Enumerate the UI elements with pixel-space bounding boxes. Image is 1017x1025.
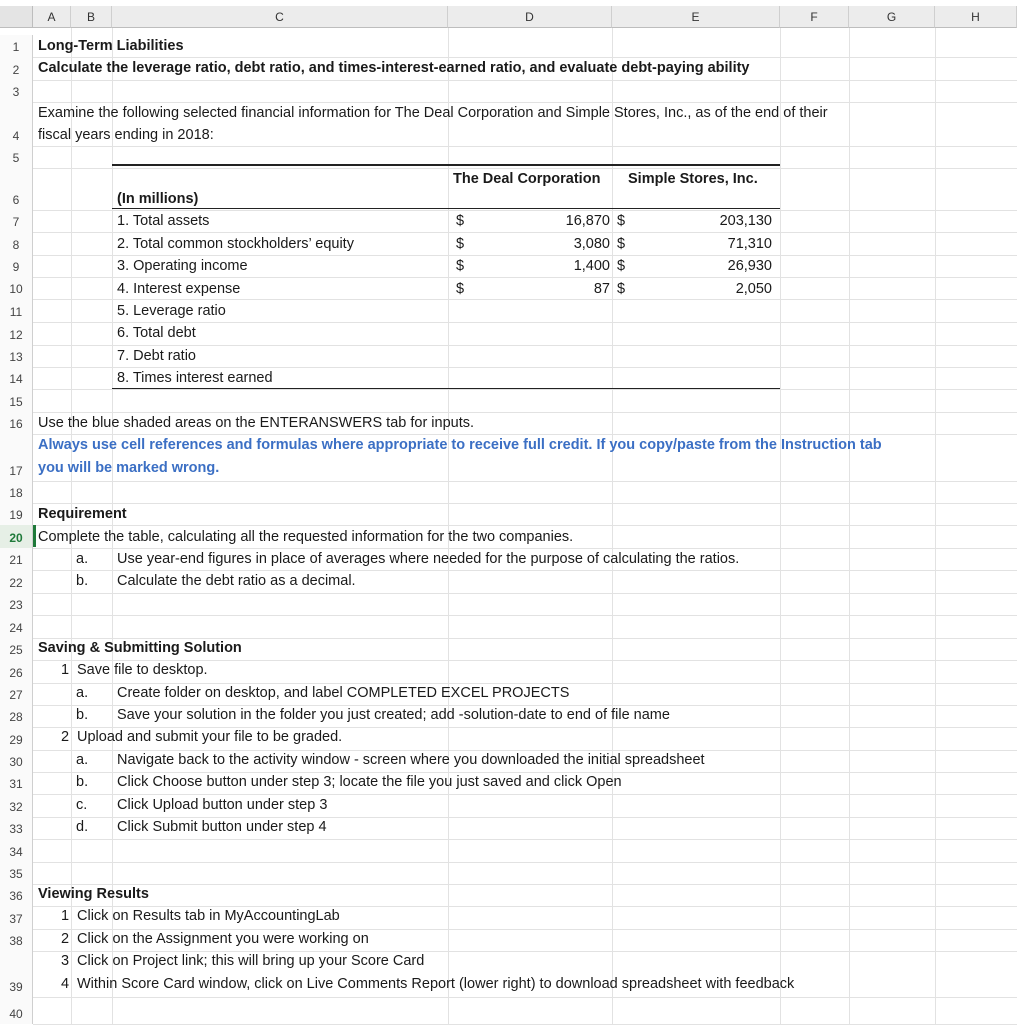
table-row-deal-currency[interactable]: $ — [456, 281, 465, 297]
table-row-label[interactable]: 2. Total common stockholders’ equity — [117, 236, 354, 252]
row-header-4[interactable]: 4 — [0, 102, 33, 146]
saving-step-2d-text[interactable]: Click Submit button under step 4 — [117, 819, 327, 835]
gridline-row-21 — [33, 570, 1017, 571]
row-header-37[interactable]: 37 — [0, 906, 33, 929]
table-row-label[interactable]: 4. Interest expense — [117, 281, 241, 297]
column-header-d[interactable]: D — [448, 6, 612, 28]
requirement-b-text[interactable]: Calculate the debt ratio as a decimal. — [117, 573, 356, 589]
gridline-row-6 — [33, 210, 1017, 211]
saving-step-1-num[interactable]: 1 — [61, 662, 70, 678]
gridline-col-5 — [849, 28, 850, 1024]
table-row-label[interactable]: 5. Leverage ratio — [117, 303, 226, 319]
gridline-row-3 — [33, 102, 1017, 103]
table-row-simple-currency[interactable]: $ — [617, 236, 626, 252]
saving-step-1a-text[interactable]: Create folder on desktop, and label COMPLETED EXCEL PROJECTS — [117, 685, 570, 701]
viewing-step-3-num[interactable]: 3 — [61, 953, 70, 969]
instruction-inputs[interactable]: Use the blue shaded areas on the ENTERANSWERS tab for inputs. — [38, 415, 475, 431]
gridline-row-4 — [33, 146, 1017, 147]
gridline-col-1 — [112, 28, 113, 1024]
row-header-10[interactable]: 10 — [0, 277, 33, 299]
gridline-col-4 — [780, 28, 781, 1024]
saving-step-1b-text[interactable]: Save your solution in the folder you just created; add -solution-date to end of file name — [117, 707, 670, 723]
table-row-simple-currency[interactable]: $ — [617, 213, 626, 229]
saving-step-2-num[interactable]: 2 — [61, 729, 70, 745]
viewing-step-3-text[interactable]: Click on Project link; this will bring up your Score Card — [77, 953, 425, 969]
saving-step-1b-label[interactable]: b. — [76, 707, 89, 723]
row-header-14[interactable]: 14 — [0, 367, 33, 389]
table-row-label[interactable]: 3. Operating income — [117, 258, 248, 274]
viewing-step-4-text[interactable]: Within Score Card window, click on Live Comments Report (lower right) to download spreadsheet with feedback — [77, 976, 795, 992]
gridline-col-3 — [612, 28, 613, 1024]
column-header-a[interactable]: A — [33, 6, 71, 28]
row-header-29[interactable]: 29 — [0, 727, 33, 750]
table-row-deal-value[interactable]: 3,080 — [573, 236, 610, 252]
row-header-23[interactable]: 23 — [0, 593, 33, 615]
table-row-label[interactable]: 8. Times interest earned — [117, 370, 273, 386]
requirement-a-label[interactable]: a. — [76, 551, 89, 567]
column-header-f[interactable]: F — [780, 6, 849, 28]
row-header-17[interactable]: 17 — [0, 434, 33, 481]
sheet-subtitle[interactable]: Calculate the leverage ratio, debt ratio, and times-interest-earned ratio, and evaluate debt-paying ability — [38, 60, 750, 76]
row-header-34[interactable]: 34 — [0, 839, 33, 862]
column-header-c[interactable]: C — [112, 6, 448, 28]
row-header-16[interactable]: 16 — [0, 412, 33, 434]
saving-step-2b-label[interactable]: b. — [76, 774, 89, 790]
gridline-row-7 — [33, 232, 1017, 233]
table-row-deal-value[interactable]: 16,870 — [565, 213, 610, 229]
gridline-row-34 — [33, 862, 1017, 863]
gridline-row-9 — [33, 277, 1017, 278]
row-header-1[interactable]: 1 — [0, 35, 33, 57]
gridline-row-33 — [33, 839, 1017, 840]
table-row-deal-value[interactable]: 87 — [593, 281, 610, 297]
gridline-row-35 — [33, 884, 1017, 885]
column-header-g[interactable]: G — [849, 6, 935, 28]
viewing-step-1-num[interactable]: 1 — [61, 908, 70, 924]
gridline-row-5 — [33, 168, 1017, 169]
column-header-b[interactable]: B — [71, 6, 112, 28]
gridline-row-15 — [33, 412, 1017, 413]
row-header-8[interactable]: 8 — [0, 232, 33, 255]
row-header-3[interactable]: 3 — [0, 80, 33, 102]
instruction-warning-2[interactable]: you will be marked wrong. — [38, 460, 220, 476]
table-row-label[interactable]: 1. Total assets — [117, 213, 210, 229]
row-header-12[interactable]: 12 — [0, 322, 33, 345]
column-header-e[interactable]: E — [612, 6, 780, 28]
row-header-19[interactable]: 19 — [0, 503, 33, 525]
row-header-38[interactable]: 38 — [0, 929, 33, 951]
viewing-step-4-num[interactable]: 4 — [61, 976, 70, 992]
select-all-corner[interactable] — [0, 6, 33, 28]
table-row-simple-value[interactable]: 2,050 — [735, 281, 772, 297]
active-row-indicator — [33, 525, 36, 547]
row-header-24[interactable]: 24 — [0, 615, 33, 638]
viewing-heading[interactable]: Viewing Results — [38, 886, 149, 902]
table-col-header-deal[interactable]: The Deal Corporation — [453, 171, 601, 187]
gridline-col-0 — [71, 28, 72, 1024]
row-header-6[interactable]: 6 — [0, 168, 33, 210]
table-row-simple-value[interactable]: 71,310 — [727, 236, 772, 252]
row-header-31[interactable]: 31 — [0, 772, 33, 794]
table-row-simple-currency[interactable]: $ — [617, 281, 626, 297]
gridline-row-8 — [33, 255, 1017, 256]
saving-step-2d-label[interactable]: d. — [76, 819, 89, 835]
gridline-row-11 — [33, 322, 1017, 323]
table-row-deal-currency[interactable]: $ — [456, 213, 465, 229]
viewing-step-2-num[interactable]: 2 — [61, 931, 70, 947]
row-header-2[interactable]: 2 — [0, 57, 33, 80]
viewing-step-1-text[interactable]: Click on Results tab in MyAccountingLab — [77, 908, 340, 924]
instruction-warning-1[interactable]: Always use cell references and formulas where appropriate to receive full credit. If you copy/paste from the Instruction tab — [38, 437, 882, 453]
row-header-33[interactable]: 33 — [0, 817, 33, 839]
requirement-heading[interactable]: Requirement — [38, 506, 127, 522]
saving-step-2c-text[interactable]: Click Upload button under step 3 — [117, 797, 328, 813]
table-unit-label[interactable]: (In millions) — [117, 191, 199, 207]
row-header-26[interactable]: 26 — [0, 660, 33, 683]
row-header-39[interactable]: 39 — [0, 951, 33, 997]
row-header-28[interactable]: 28 — [0, 705, 33, 727]
saving-step-2a-text[interactable]: Navigate back to the activity window - screen where you downloaded the initial spreadsheet — [117, 752, 705, 768]
requirement-text[interactable]: Complete the table, calculating all the requested information for the two companies. — [38, 529, 574, 545]
row-header-13[interactable]: 13 — [0, 345, 33, 367]
row-header-36[interactable]: 36 — [0, 884, 33, 906]
row-header-40[interactable]: 40 — [0, 997, 33, 1024]
gridline-row-14 — [33, 389, 1017, 390]
gridline-row-18 — [33, 503, 1017, 504]
intro-line-2[interactable]: fiscal years ending in 2018: — [38, 127, 214, 143]
gridline-row-12 — [33, 345, 1017, 346]
gridline-row-1 — [33, 57, 1017, 58]
table-header-border — [112, 208, 780, 209]
gridline-col-2 — [448, 28, 449, 1024]
saving-step-1-text[interactable]: Save file to desktop. — [77, 662, 208, 678]
requirement-b-label[interactable]: b. — [76, 573, 89, 589]
saving-step-2-text[interactable]: Upload and submit your file to be graded. — [77, 729, 343, 745]
row-header-30[interactable]: 30 — [0, 750, 33, 772]
table-row-deal-value[interactable]: 1,400 — [573, 258, 610, 274]
row-header-11[interactable]: 11 — [0, 299, 33, 322]
table-row-label[interactable]: 6. Total debt — [117, 325, 196, 341]
saving-heading[interactable]: Saving & Submitting Solution — [38, 640, 242, 656]
row-header-5[interactable]: 5 — [0, 146, 33, 168]
row-header-7[interactable]: 7 — [0, 210, 33, 232]
row-header-21[interactable]: 21 — [0, 548, 33, 570]
table-row-simple-currency[interactable]: $ — [617, 258, 626, 274]
viewing-step-2-text[interactable]: Click on the Assignment you were working on — [77, 931, 369, 947]
column-header-h[interactable]: H — [935, 6, 1017, 28]
row-header-18[interactable]: 18 — [0, 481, 33, 503]
intro-line-1[interactable]: Examine the following selected financial information for The Deal Corporation and Simple Stores, Inc., as of the end of their — [38, 105, 828, 121]
row-header-25[interactable]: 25 — [0, 638, 33, 660]
gridline-row-20 — [33, 548, 1017, 549]
gridline-row-19 — [33, 525, 1017, 526]
row-header-15[interactable]: 15 — [0, 389, 33, 412]
gridline-row-22 — [33, 593, 1017, 594]
table-col-header-simple[interactable]: Simple Stores, Inc. — [628, 171, 758, 187]
gridline-row-13 — [33, 367, 1017, 368]
table-row-deal-currency[interactable]: $ — [456, 258, 465, 274]
sheet-title[interactable]: Long-Term Liabilities — [38, 38, 184, 54]
table-row-simple-value[interactable]: 203,130 — [719, 213, 772, 229]
table-row-deal-currency[interactable]: $ — [456, 236, 465, 252]
row-header-27[interactable]: 27 — [0, 683, 33, 705]
gridline-row-23 — [33, 615, 1017, 616]
row-header-32[interactable]: 32 — [0, 794, 33, 817]
gridline-row-16 — [33, 434, 1017, 435]
gridline-row-39 — [33, 997, 1017, 998]
saving-step-2a-label[interactable]: a. — [76, 752, 89, 768]
gridline-row-31 — [33, 794, 1017, 795]
gridline-col-6 — [935, 28, 936, 1024]
saving-step-2b-text[interactable]: Click Choose button under step 3; locate the file you just saved and click Open — [117, 774, 622, 790]
row-header-20[interactable]: 20 — [0, 525, 33, 548]
requirement-a-text[interactable]: Use year-end figures in place of averages where needed for the purpose of calculating the ratios. — [117, 551, 740, 567]
gridline-row-17 — [33, 481, 1017, 482]
gridline-row-10 — [33, 299, 1017, 300]
row-header-35[interactable]: 35 — [0, 862, 33, 884]
saving-step-2c-label[interactable]: c. — [76, 797, 88, 813]
table-row-simple-value[interactable]: 26,930 — [727, 258, 772, 274]
gridline-row-2 — [33, 80, 1017, 81]
table-top-border — [112, 164, 780, 166]
table-row-label[interactable]: 7. Debt ratio — [117, 348, 196, 364]
table-bottom-border — [112, 388, 780, 389]
saving-step-1a-label[interactable]: a. — [76, 685, 89, 701]
row-header-9[interactable]: 9 — [0, 255, 33, 277]
row-header-22[interactable]: 22 — [0, 570, 33, 593]
